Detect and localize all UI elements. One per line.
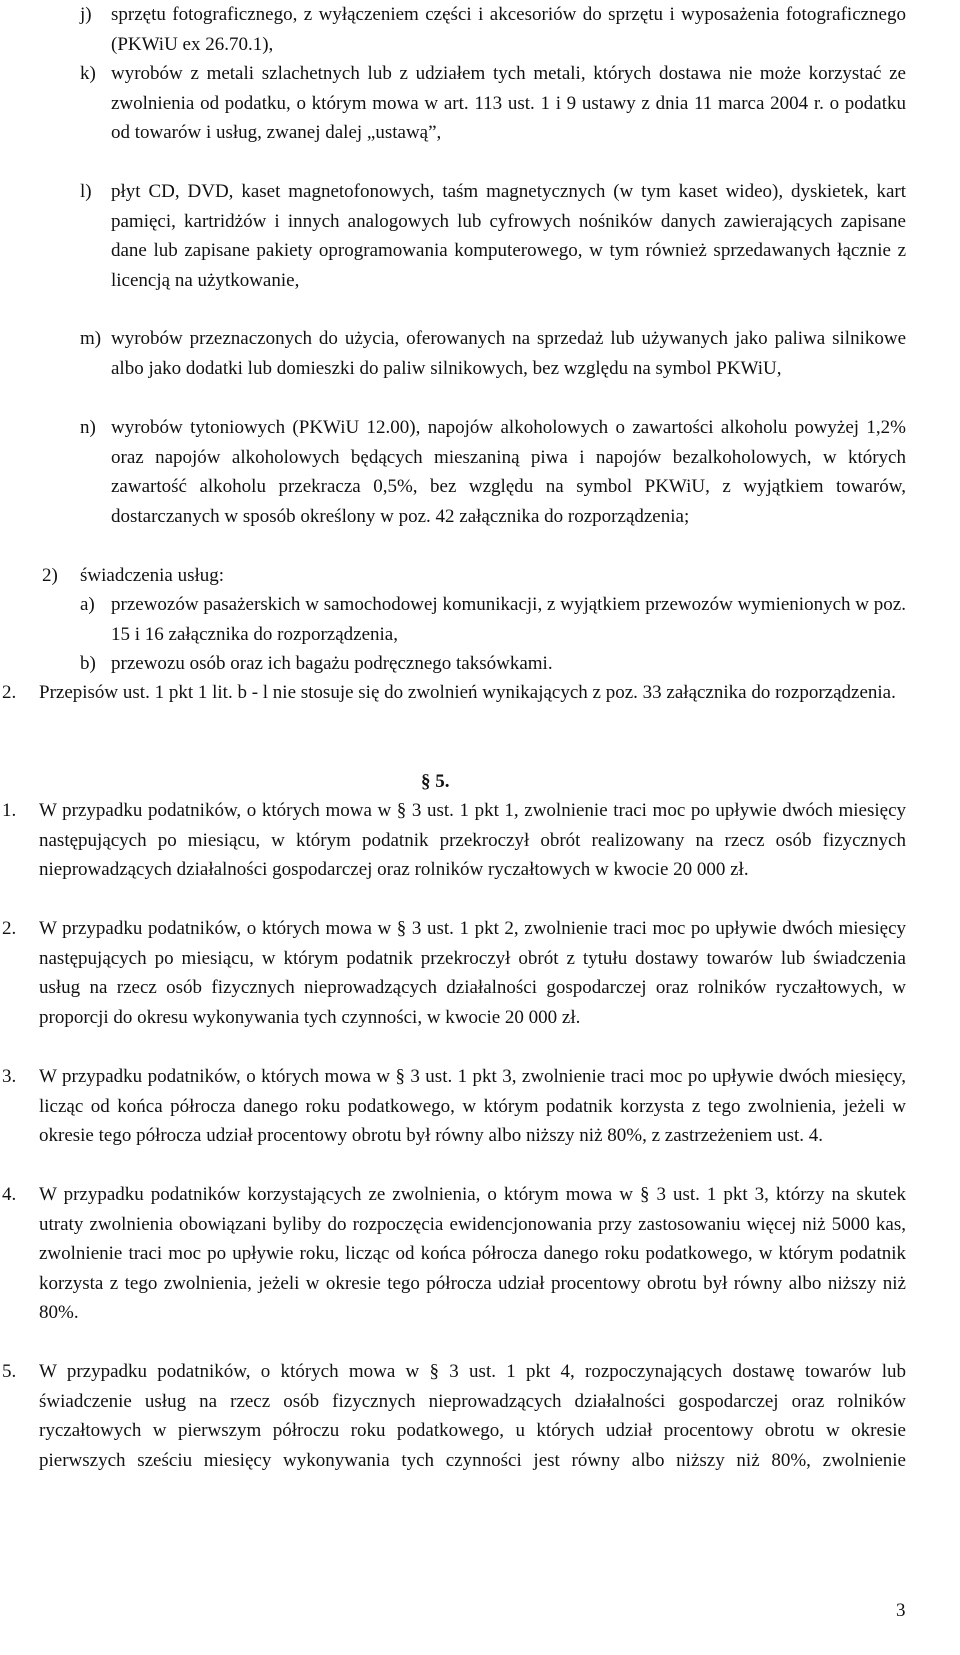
item-marker-m: m) bbox=[80, 328, 102, 349]
item-marker-2: 2) bbox=[42, 565, 58, 586]
item-marker-j: j) bbox=[80, 4, 92, 25]
sub-item-marker-b: b) bbox=[80, 653, 96, 674]
sub-item-a-text: przewozów pasażerskich w samochodowej komunikacji, z wyjątkiem przewozów wymienionych w poz. 15 i 16 załącznika do rozporządzenia, bbox=[111, 594, 906, 645]
item-l-text: płyt CD, DVD, kaset magnetofonowych, taśm magnetycznych (w tym kaset wideo), dyskietek, kart pamięci, kartridżów i innych analogowych lub cyfrowych nośników danych zawierających zapisane dane lub zapisane pakiety oprogramowania komputerowego, w tym również sprzedawanych łącznie z licencją na użytkowanie, bbox=[111, 181, 906, 291]
paragraph-marker-2: 2. bbox=[2, 682, 17, 703]
item-j-text: sprzętu fotograficznego, z wyłączeniem części i akcesoriów do sprzętu i wyposażenia fotograficznego (PKWiU ex 26.70.1), bbox=[111, 4, 906, 55]
sub-item-marker-a: a) bbox=[80, 594, 95, 615]
item-marker-k: k) bbox=[80, 63, 96, 84]
item-marker-n: n) bbox=[80, 417, 96, 438]
item-marker-l: l) bbox=[80, 181, 92, 202]
sub-item-b-text: przewozu osób oraz ich bagażu podręcznego taksówkami. bbox=[111, 653, 553, 674]
item-k-text: wyrobów z metali szlachetnych lub z udziałem tych metali, których dostawa nie może korzystać ze zwolnienia od podatku, o którym mowa w art. 113 ust. 1 i 9 ustawy z dnia 11 marca 2004 r. o podatku od towarów i usług, zwanej dalej „ustawą”, bbox=[111, 63, 906, 143]
section-item-2-text: W przypadku podatników, o których mowa w § 3 ust. 1 pkt 2, zwolnienie traci moc po upływie dwóch miesięcy następujących po miesiącu, w którym podatnik przekroczył obrót z tytułu dostawy towarów lub świadczenia usług na rzecz osób fizycznych nieprowadzących działalności gospodarczej oraz rolników ryczałtowych, w proporcji do okresu wykonywania tych czynności, w kwocie 20 000 zł. bbox=[39, 918, 906, 1028]
section-item-marker-5: 5. bbox=[2, 1361, 17, 1382]
section-item-marker-2: 2. bbox=[2, 918, 17, 939]
item-n-text: wyrobów tytoniowych (PKWiU 12.00), napojów alkoholowych o zawartości alkoholu powyżej 1,2% oraz napojów alkoholowych będących mieszaniną piwa i napojów bezalkoholowych, w których zawartość alkoholu przekracza 0,5%, bez względu na symbol PKWiU, z wyjątkiem towarów, dostarczanych w sposób określony w poz. 42 załącznika do rozporządzenia; bbox=[111, 417, 906, 527]
item-m-text: wyrobów przeznaczonych do użycia, oferowanych na sprzedaż lub używanych jako paliwa silnikowe albo jako dodatki lub domieszki do paliw silnikowych, bez względu na symbol PKWiU, bbox=[111, 328, 906, 379]
section-item-marker-4: 4. bbox=[2, 1184, 17, 1205]
section-heading: § 5. bbox=[421, 771, 450, 792]
section-item-4-text: W przypadku podatników korzystających ze zwolnienia, o którym mowa w § 3 ust. 1 pkt 3, którzy na skutek utraty zwolnienia obowiązani byliby do rozpoczęcia ewidencjonowania przy zastosowaniu więcej niż 5000 kas, zwolnienie traci moc po upływie roku, licząc od końca półrocza danego roku podatkowego, w którym podatnik korzysta z tego zwolnienia, jeżeli w okresie tego półrocza udział procentowy obrotu był równy albo niższy niż 80%. bbox=[39, 1184, 906, 1323]
section-item-marker-1: 1. bbox=[2, 800, 17, 821]
section-item-5-text: W przypadku podatników, o których mowa w § 3 ust. 1 pkt 4, rozpoczynających dostawę towarów lub świadczenie usług na rzecz osób fizycznych nieprowadzących działalności gospodarczej oraz rolników ryczałtowych w pierwszym półroczu roku podatkowego, u których udział procentowy obrotu w okresie pierwszych sześciu miesięcy wykonywania tych czynności jest równy albo niższy niż 80%, zwolnienie bbox=[39, 1361, 906, 1471]
section-item-marker-3: 3. bbox=[2, 1066, 17, 1087]
paragraph-2-text: Przepisów ust. 1 pkt 1 lit. b - l nie stosuje się do zwolnień wynikających z poz. 33 załącznika do rozporządzenia. bbox=[39, 682, 896, 703]
section-item-3-text: W przypadku podatników, o których mowa w § 3 ust. 1 pkt 3, zwolnienie traci moc po upływie dwóch miesięcy, licząc od końca półrocza danego roku podatkowego, w którym podatnik korzysta z tego zwolnienia, jeżeli w okresie tego półrocza udział procentowy obrotu był równy albo niższy niż 80%, z zastrzeżeniem ust. 4. bbox=[39, 1066, 906, 1146]
section-item-1-text: W przypadku podatników, o których mowa w § 3 ust. 1 pkt 1, zwolnienie traci moc po upływie dwóch miesięcy następujących po miesiącu, w którym podatnik przekroczył obrót realizowany na rzecz osób fizycznych nieprowadzących działalności gospodarczej oraz rolników ryczałtowych w kwocie 20 000 zł. bbox=[39, 800, 906, 880]
item-2-text: świadczenia usług: bbox=[80, 565, 225, 586]
page-number: 3 bbox=[896, 1600, 906, 1621]
